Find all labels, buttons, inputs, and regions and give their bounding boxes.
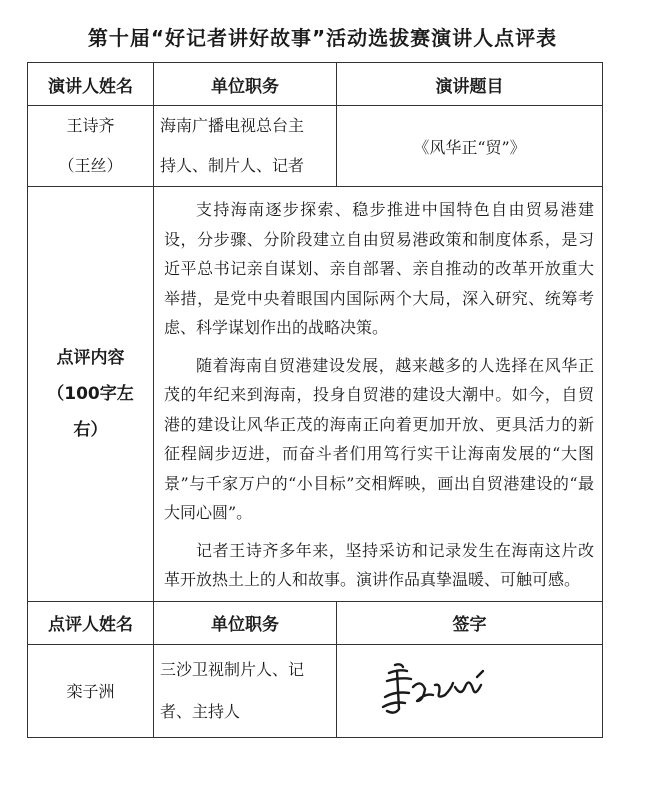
- reviewer-row: [28, 644, 603, 737]
- speaker-name-header: 演讲人姓名: [28, 63, 154, 106]
- reviewer-unit-cell: [154, 644, 337, 737]
- comment-label-line1: 点评内容: [56, 347, 125, 368]
- handwritten-signature: [365, 657, 495, 721]
- comment-paragraph-3: 记者王诗齐多年来，坚持采访和记录发生在海南这片改革开放热土上的人和故事。演讲作品真挚温暖、可触可感。: [164, 540, 594, 589]
- reviewer-name-header: 点评人姓名: [28, 601, 154, 644]
- reviewer-unit-header: 单位职务: [154, 601, 337, 644]
- speaker-unit-cell: [154, 106, 337, 187]
- speech-topic: 《风华正“贸”》: [337, 106, 603, 187]
- reviewer-header-row: [28, 601, 603, 644]
- signature-cell: [337, 644, 603, 737]
- review-table: [27, 62, 603, 738]
- speaker-row: [28, 106, 603, 187]
- form-title: 第十届“好记者讲好故事”活动选拔赛演讲人点评表: [87, 26, 558, 50]
- reviewer-unit-line1: 三沙卫视制片人、记: [160, 659, 305, 679]
- unit-header: 单位职务: [154, 63, 337, 106]
- comment-paragraph-1: 支持海南逐步探索、稳步推进中国特色自由贸易港建设，分步骤、分阶段建立自由贸易港政策和制度体系，是习近平总书记亲自谋划、亲自部署、亲自推动的改革开放重大举措，是党中央着眼国内国际两个大局，深入研究、统筹考虑、科学谋划作出的战略决策。: [164, 200, 594, 337]
- comment-label-cell: [28, 187, 154, 602]
- reviewer-name: 栾子洲: [28, 644, 154, 737]
- speaker-unit-line2: 持人、制片人、记者: [160, 156, 305, 175]
- comment-paragraph-2: 随着海南自贸港建设发展，越来越多的人选择在风华正茂的年纪来到海南，投身自贸港的建设大潮中。如今，自贸港的建设让风华正茂的海南正向着更加开放、更具活力的新征程阔步迈进，而奋斗者们用笃行实干让海南发展的“大图景”与千家万户的“小目标”交相辉映，画出自贸港建设的“最大同心圆”。: [164, 355, 594, 522]
- topic-header: 演讲题目: [337, 63, 603, 106]
- speaker-unit-line1: 海南广播电视总台主: [160, 116, 305, 135]
- speaker-name-cell: [28, 106, 154, 187]
- speaker-header-row: [28, 63, 603, 106]
- comment-label-line2: （100字左: [47, 383, 134, 404]
- reviewer-unit-line2: 者、主持人: [160, 701, 241, 721]
- comment-row: [28, 187, 603, 602]
- speaker-name: 王诗齐: [66, 116, 115, 135]
- comment-content: [154, 187, 603, 602]
- signature-header: 签字: [337, 601, 603, 644]
- speaker-alias: （王丝）: [58, 156, 123, 175]
- comment-label-line3: 右）: [73, 419, 108, 440]
